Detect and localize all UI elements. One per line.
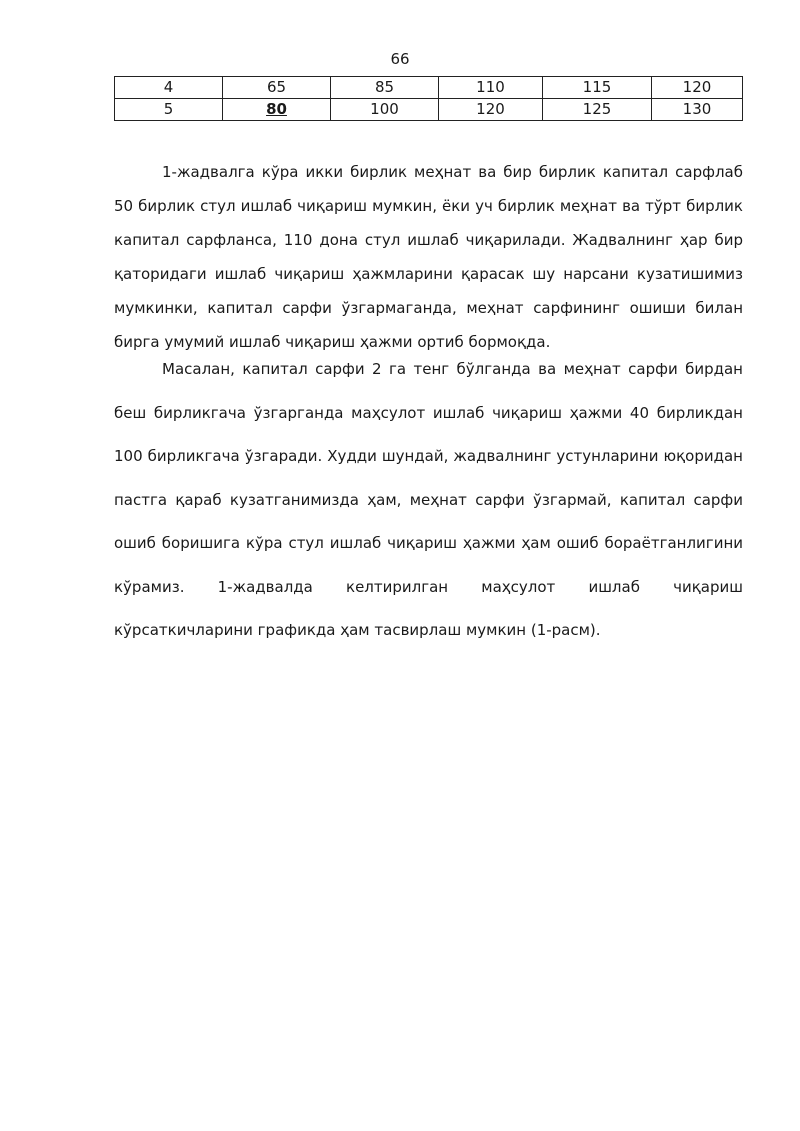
table-cell: 120 (439, 99, 543, 121)
table-cell: 120 (652, 77, 743, 99)
body-paragraph-1 (114, 155, 743, 359)
table-cell: 110 (439, 77, 543, 99)
paragraph-text: Масалан, капитал сарфи 2 га тенг бўлганда ва меҳнат сарфи бирдан беш бирликгача ўзгарганда маҳсулот ишлаб чиқариш ҳажми 40 бирликдан 100 бирликгача ўзгаради. Худди шундай, жадвалнинг устунларини юқоридан пастга қараб кузатганимизда ҳам, меҳнат сарфи ўзгармай, капитал сарфи ошиб боришига кўра стул ишлаб чиқариш ҳажми ҳам ошиб бораётганлигини кўрамиз. 1-жадвалда келтирилган маҳсулот ишлаб чиқариш кўрсаткичларини графикда ҳам тасвирлаш мумкин (1-расм). (114, 360, 743, 639)
table-row (115, 99, 743, 121)
data-table (114, 76, 743, 121)
table-row (115, 77, 743, 99)
table-cell: 5 (115, 99, 223, 121)
table-cell: 4 (115, 77, 223, 99)
table-cell: 130 (652, 99, 743, 121)
body-paragraph-2 (114, 348, 743, 653)
table-cell: 115 (543, 77, 652, 99)
page-number: 66 (390, 50, 410, 68)
table-cell: 100 (331, 99, 439, 121)
table-cell: 85 (331, 77, 439, 99)
table-cell: 125 (543, 99, 652, 121)
table-cell-highlighted: 80 (223, 99, 331, 121)
paragraph-text: 1-жадвалга кўра икки бирлик меҳнат ва бир бирлик капитал сарфлаб 50 бирлик стул ишлаб чиқариш мумкин, ёки уч бирлик меҳнат ва тўрт бирлик капитал сарфланса, 110 дона стул ишлаб чиқарилади. Жадвалнинг ҳар бир қаторидаги ишлаб чиқариш ҳажмларини қарасак шу нарсани кузатишимиз мумкинки, капитал сарфи ўзгармаганда, меҳнат сарфининг ошиши билан бирга умумий ишлаб чиқариш ҳажми ортиб бормоқда. (114, 163, 743, 351)
table-cell: 65 (223, 77, 331, 99)
